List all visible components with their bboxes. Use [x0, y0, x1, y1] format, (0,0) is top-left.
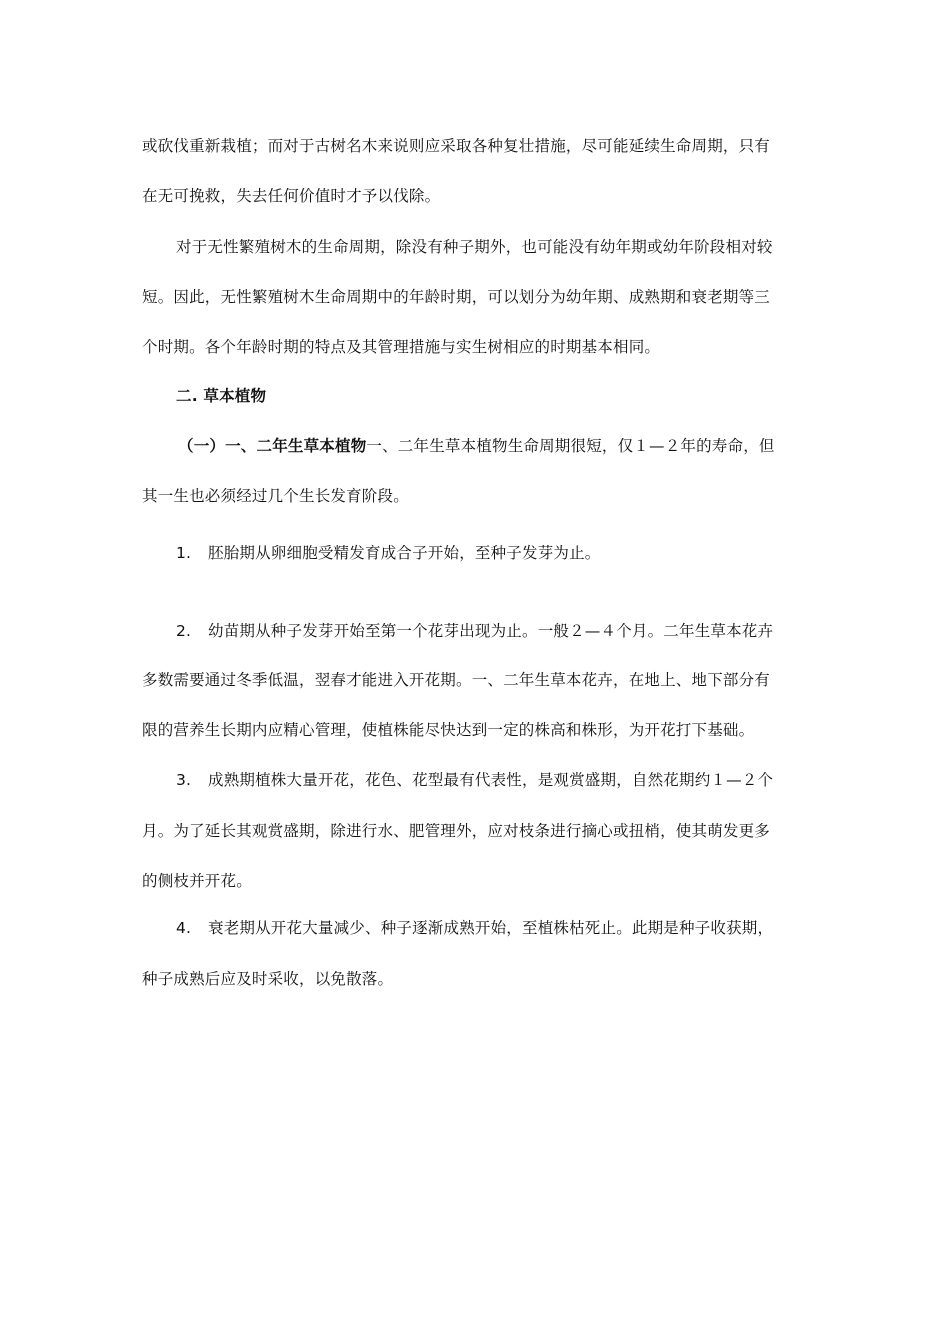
- paragraph-line: 或砍伐重新栽植；而对于古树名木来说则应采取各种复壮措施，尽可能延续生命周期，只有: [142, 137, 771, 155]
- paragraph-line: 其一生也必须经过几个生长发育阶段。: [142, 487, 409, 505]
- paragraph-line: 个时期。各个年龄时期的特点及其管理措施与实生树相应的时期基本相同。: [142, 338, 661, 356]
- paragraph-line: 短。因此，无性繁殖树木生命周期中的年龄时期，可以划分为幼年期、成熟期和衰老期等三: [142, 288, 771, 306]
- list-item-text: 衰老期从开花大量减少、种子逐渐成熟开始，至植株枯死止。此期是种子收获期，: [208, 919, 774, 937]
- paragraph-line: 种子成熟后应及时采收，以免散落。: [142, 970, 394, 988]
- paragraph-line: 的侧枝并开花。: [142, 872, 252, 890]
- list-item: [176, 542, 826, 564]
- list-item-number: 4.: [176, 919, 192, 937]
- section-heading: 二. 草本植物: [176, 387, 267, 405]
- paragraph-line: [178, 435, 828, 457]
- list-item: [176, 769, 826, 791]
- list-item-number: 3.: [176, 771, 192, 789]
- subsection-heading: （一）一、二年生草本植物: [178, 437, 367, 455]
- list-item: [176, 917, 826, 939]
- paragraph-line: 对于无性繁殖树木的生命周期，除没有种子期外，也可能没有幼年期或幼年阶段相对较: [176, 238, 773, 256]
- paragraph-line: 多数需要通过冬季低温，翌春才能进入开花期。一、二年生草本花卉，在地上、地下部分有: [142, 671, 771, 689]
- paragraph-line: 限的营养生长期内应精心管理，使植株能尽快达到一定的株高和株形，为开花打下基础。: [142, 721, 755, 739]
- list-item: [176, 620, 826, 642]
- paragraph-line: 月。为了延长其观赏盛期，除进行水、肥管理外，应对枝条进行摘心或扭梢，使其萌发更多: [142, 822, 771, 840]
- list-item-text: 成熟期植株大量开花，花色、花型最有代表性，是观赏盛期，自然花期约１—２个: [208, 771, 774, 789]
- list-item-number: 2.: [176, 622, 192, 640]
- list-item-number: 1.: [176, 544, 192, 562]
- list-item-text: 胚胎期从卵细胞受精发育成合子开始，至种子发芽为止。: [208, 544, 601, 562]
- list-item-text: 幼苗期从种子发芽开始至第一个花芽出现为止。一般２—４个月。二年生草本花卉: [208, 622, 774, 640]
- paragraph-text: 一、二年生草本植物生命周期很短，仅１—２年的寿命，但: [366, 437, 775, 455]
- paragraph-line: 在无可挽救，失去任何价值时才予以伐除。: [142, 187, 441, 205]
